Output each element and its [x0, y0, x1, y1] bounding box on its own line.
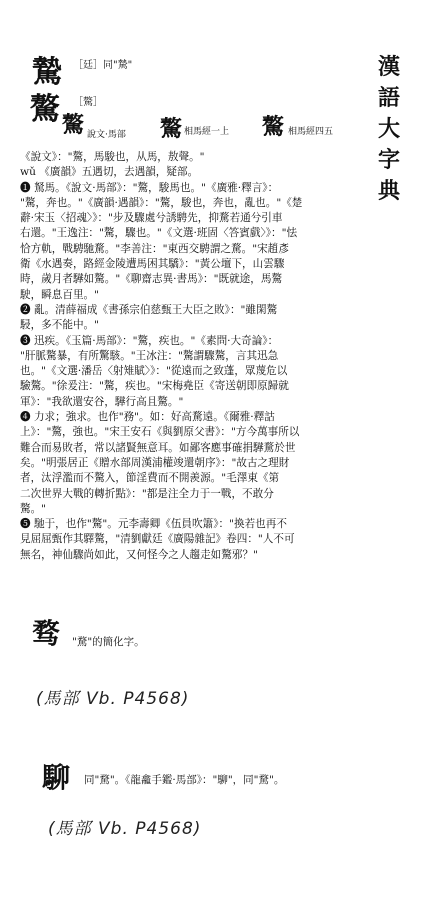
entry-definition-text	[20, 150, 357, 563]
entry-heading-character: 騺	[32, 55, 62, 90]
book-title-char: 語	[377, 85, 400, 111]
variant-entry-character: 駠	[42, 761, 71, 794]
handwritten-note: (馬部 Vb. P4568)	[36, 689, 190, 709]
ancient-glyph-source: 相馬經四五	[288, 127, 334, 137]
definition-line: "驁，奔也。"《廣韻·遇韻》："驁，駿也，奔也，亂也。"《楚	[20, 196, 303, 209]
definition-line: 上》："驁，強也。"宋王安石《與劉原父書》："方今萬事所以	[20, 426, 300, 439]
definition-line: 恰方軌，戰騁馳騖。"李善注："東西交騁謂之騖。"宋趙彥	[20, 242, 289, 255]
variant-entry-text: 同"騖"。《龍龕手鑑·馬部》："駠"，同"騖"。	[84, 774, 285, 786]
ancient-glyph-forms	[62, 114, 362, 144]
definition-line: ❸ 迅疾。《玉篇·馬部》："驁，疾也。"《素問·大奇論》：	[20, 334, 279, 347]
book-title-char: 漢	[377, 54, 400, 80]
definition-line: 衛《水遇奏，路經金陵遭馬困其驕》："黃公壇下，山雲驟	[20, 258, 285, 271]
book-title-vertical	[376, 52, 402, 207]
definition-line: 駛，瞬息百里。"	[20, 288, 100, 301]
definition-line: ❶ 駑馬。《說文·馬部》："驁，駿馬也。"《廣雅·釋言》：	[20, 181, 279, 194]
definition-line: 者，汰浮濫而不驁入，節淫費而不開羨源。"毛澤東《第	[20, 472, 280, 485]
definition-line: 也。"《文選·潘岳〈射雉賦〉》："從遠而之致蓬，眾蔑危以	[20, 365, 288, 378]
book-title-char: 大	[377, 116, 400, 142]
definition-line: 無名，神仙驟尚如此，又何怪今之人趨走如驁邪？"	[20, 548, 258, 561]
definition-line: 軍》："我欲還安谷，驊行高且驁。"	[20, 395, 184, 408]
definition-line: "肝脈驁暴，有所驚駭。"王冰注："驁謂驟驁，言其迅急	[20, 349, 279, 362]
definition-line: 辭·宋玉〈招魂〉》："步及驟處兮誘騁先，抑騖若通兮引車	[20, 212, 283, 225]
ancient-glyph: 驁	[262, 114, 285, 140]
entry-variant-character: 驁	[30, 92, 60, 127]
definition-line: ❷ 亂。清薛福成《書孫宗伯慈甄王大臣之敗》："雖閑驁	[20, 303, 278, 316]
definition-line: ❺ 馳于，也作"驁"。元李壽卿《伍員吹簫》："換若也再不	[20, 518, 287, 531]
entry-variant-note: ［驁］	[73, 97, 103, 108]
ancient-glyph: 驁	[160, 116, 183, 142]
book-title-char: 典	[377, 178, 400, 204]
definition-line: ❹ 力求；強求。也作"務"。如：好高騖遠。《爾雅·釋詁	[20, 411, 275, 424]
ancient-glyph-source: 相馬經一上	[184, 127, 230, 137]
handwritten-note: (馬部 Vb. P4568)	[48, 819, 202, 839]
definition-line: 《說文》："驁，馬駿也，从馬，敖聲。"	[20, 151, 205, 163]
definition-line: 難合而易敗者，常以諸賢無意耳。如鄙客應事確捐驊騖於世	[20, 441, 296, 454]
ancient-glyph-source: 說文·馬部	[87, 130, 126, 140]
definition-line: 駸，多不能中。"	[20, 319, 100, 332]
simplified-entry-character: 骛	[32, 617, 61, 650]
definition-line: 驗驁。"徐爰注："驁，疾也。"宋梅堯臣《寄送朝即原歸就	[20, 380, 289, 393]
definition-line: 二次世界大戰的轉折點》："都是注全力于一戰，不敢分	[20, 487, 274, 500]
definition-line: 驁。"	[20, 502, 47, 515]
simplified-entry-text: "騖"的簡化字。	[72, 636, 145, 648]
book-title-char: 字	[377, 147, 400, 173]
entry-heading-note: ［廷］同"騺"	[73, 60, 133, 71]
definition-line: 時，歲月者驊如驁。"《聊齋志異·書馬》："既就途，馬驁	[20, 273, 283, 286]
ancient-glyph: 驁	[62, 112, 85, 138]
definition-line: 右還。"王逸注："驁，驟也。"《文選·班固〈答賓戲〉》："怯	[20, 227, 298, 240]
pronunciation-line: wǔ 《廣韻》五遇切，去遇韻，疑部。	[20, 166, 199, 179]
definition-line: 矣。"明張居正《贈水部周漢浦權竣還朝序》："故古之理財	[20, 456, 290, 469]
definition-line: 見屈屈甄作其驛驁，"清劉獻廷《廣陽雜記》卷四："人不可	[20, 533, 295, 546]
